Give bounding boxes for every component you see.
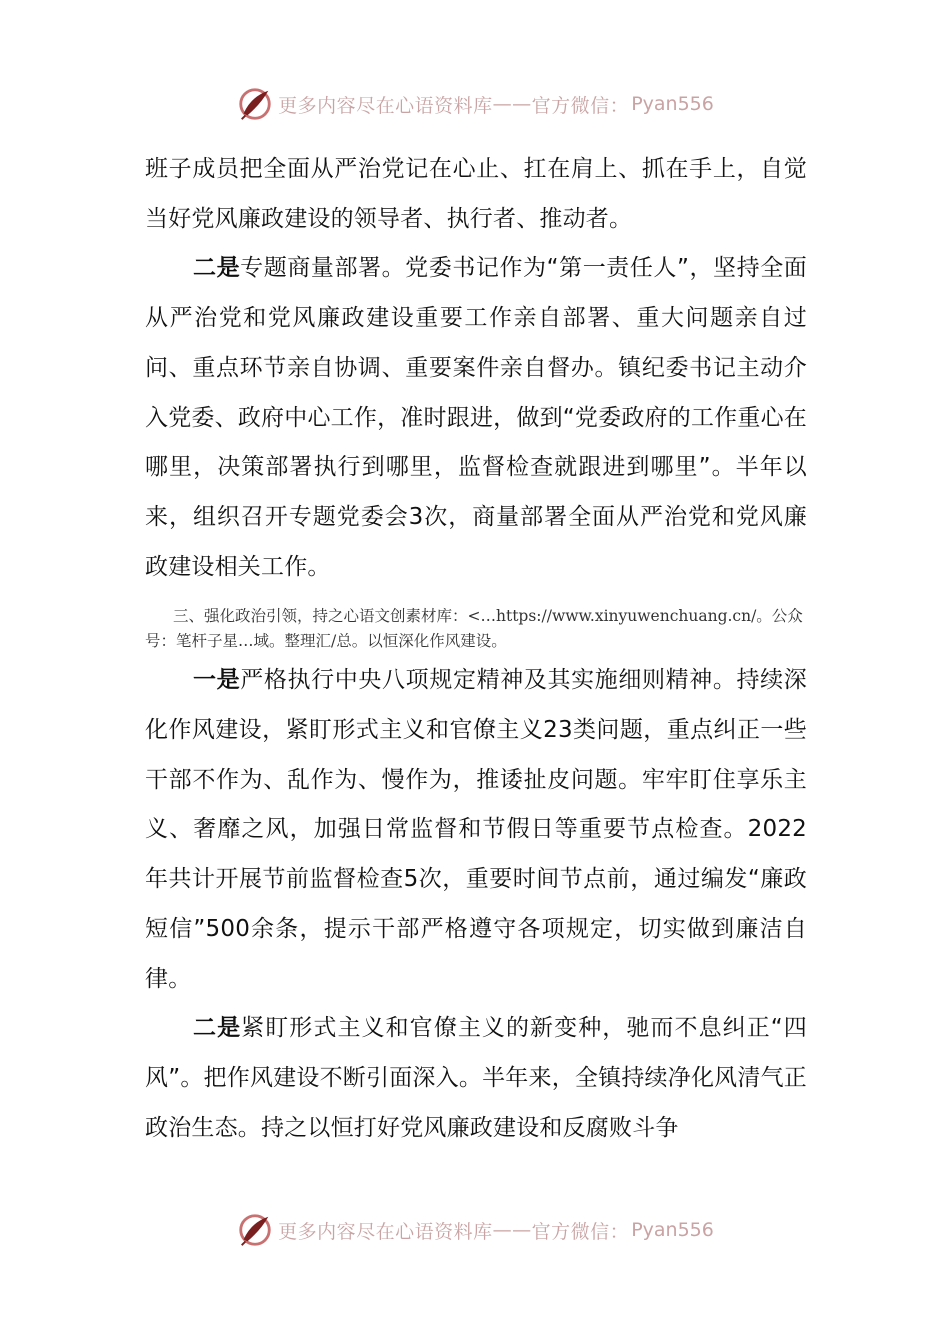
watermark-middle: 官方微信：: [531, 1220, 630, 1243]
document-body: [145, 145, 807, 1153]
watermark-prefix: 更多内容尽在心语资料库: [278, 94, 493, 117]
pen-nib-logo-icon: [236, 85, 274, 123]
watermark-code: Pyan556: [631, 1219, 714, 1241]
watermark-code: Pyan556: [631, 93, 714, 115]
watermark-middle: 官方微信：: [531, 94, 630, 117]
paragraph-lead: 一是: [193, 667, 241, 694]
watermark-dash: ——: [492, 93, 532, 115]
watermark-dash: ——: [492, 1219, 532, 1241]
pen-nib-logo-icon: [236, 1211, 274, 1249]
paragraph-lead: 二是: [193, 255, 241, 282]
header-watermark: [0, 82, 950, 126]
paragraph-4: 二是紧盯形式主义和官僚主义的新变种，驰而不息纠正“四风”。把作风建设不断引面深入。半年来，全镇持续净化风清气正政治生态。持之以恒打好党风廉政建设和反腐败斗争: [145, 1015, 807, 1141]
paragraph-2: 二是专题商量部署。党委书记作为“第一责任人”，坚持全面从严治党和党风廉政建设重要工作亲自部署、重大问题亲自过问、重点环节亲自协调、重要案件亲自督办。镇纪委书记主动介入党委、政府中心工作，准时跟进，做到“党委政府的工作重心在哪里，决策部署执行到哪里，监督检查就跟进到哪里”。半年以来，组织召开专题党委会3次，商量部署全面从严治党和党风廉政建设相关工作。: [145, 255, 807, 580]
footer-watermark: [0, 1208, 950, 1252]
section-heading-note: 三、强化政治引领，持之心语文创素材库：<…https://www.xinyuwenchuang.cn/。公众号：笔杆子星…域。整理汇/总。以恒深化作风建设。: [145, 607, 803, 651]
watermark-prefix: 更多内容尽在心语资料库: [278, 1220, 493, 1243]
paragraph-lead: 二是: [193, 1015, 242, 1042]
paragraph-1: 班子成员把全面从严治党记在心止、扛在肩上、抓在手上，自觉当好党风廉政建设的领导者、执行者、推动者。: [145, 156, 807, 232]
paragraph-3: 一是严格执行中央八项规定精神及其实施细则精神。持续深化作风建设，紧盯形式主义和官僚主义23类问题，重点纠正一些干部不作为、乱作为、慢作为，推诿扯皮问题。牢牢盯住享乐主义、奢靡之风，加强日常监督和节假日等重要节点检查。2022年共计开展节前监督检查5次，重要时间节点前，通过编发“廉政短信”500余条，提示干部严格遵守各项规定，切实做到廉洁自律。: [145, 667, 807, 992]
